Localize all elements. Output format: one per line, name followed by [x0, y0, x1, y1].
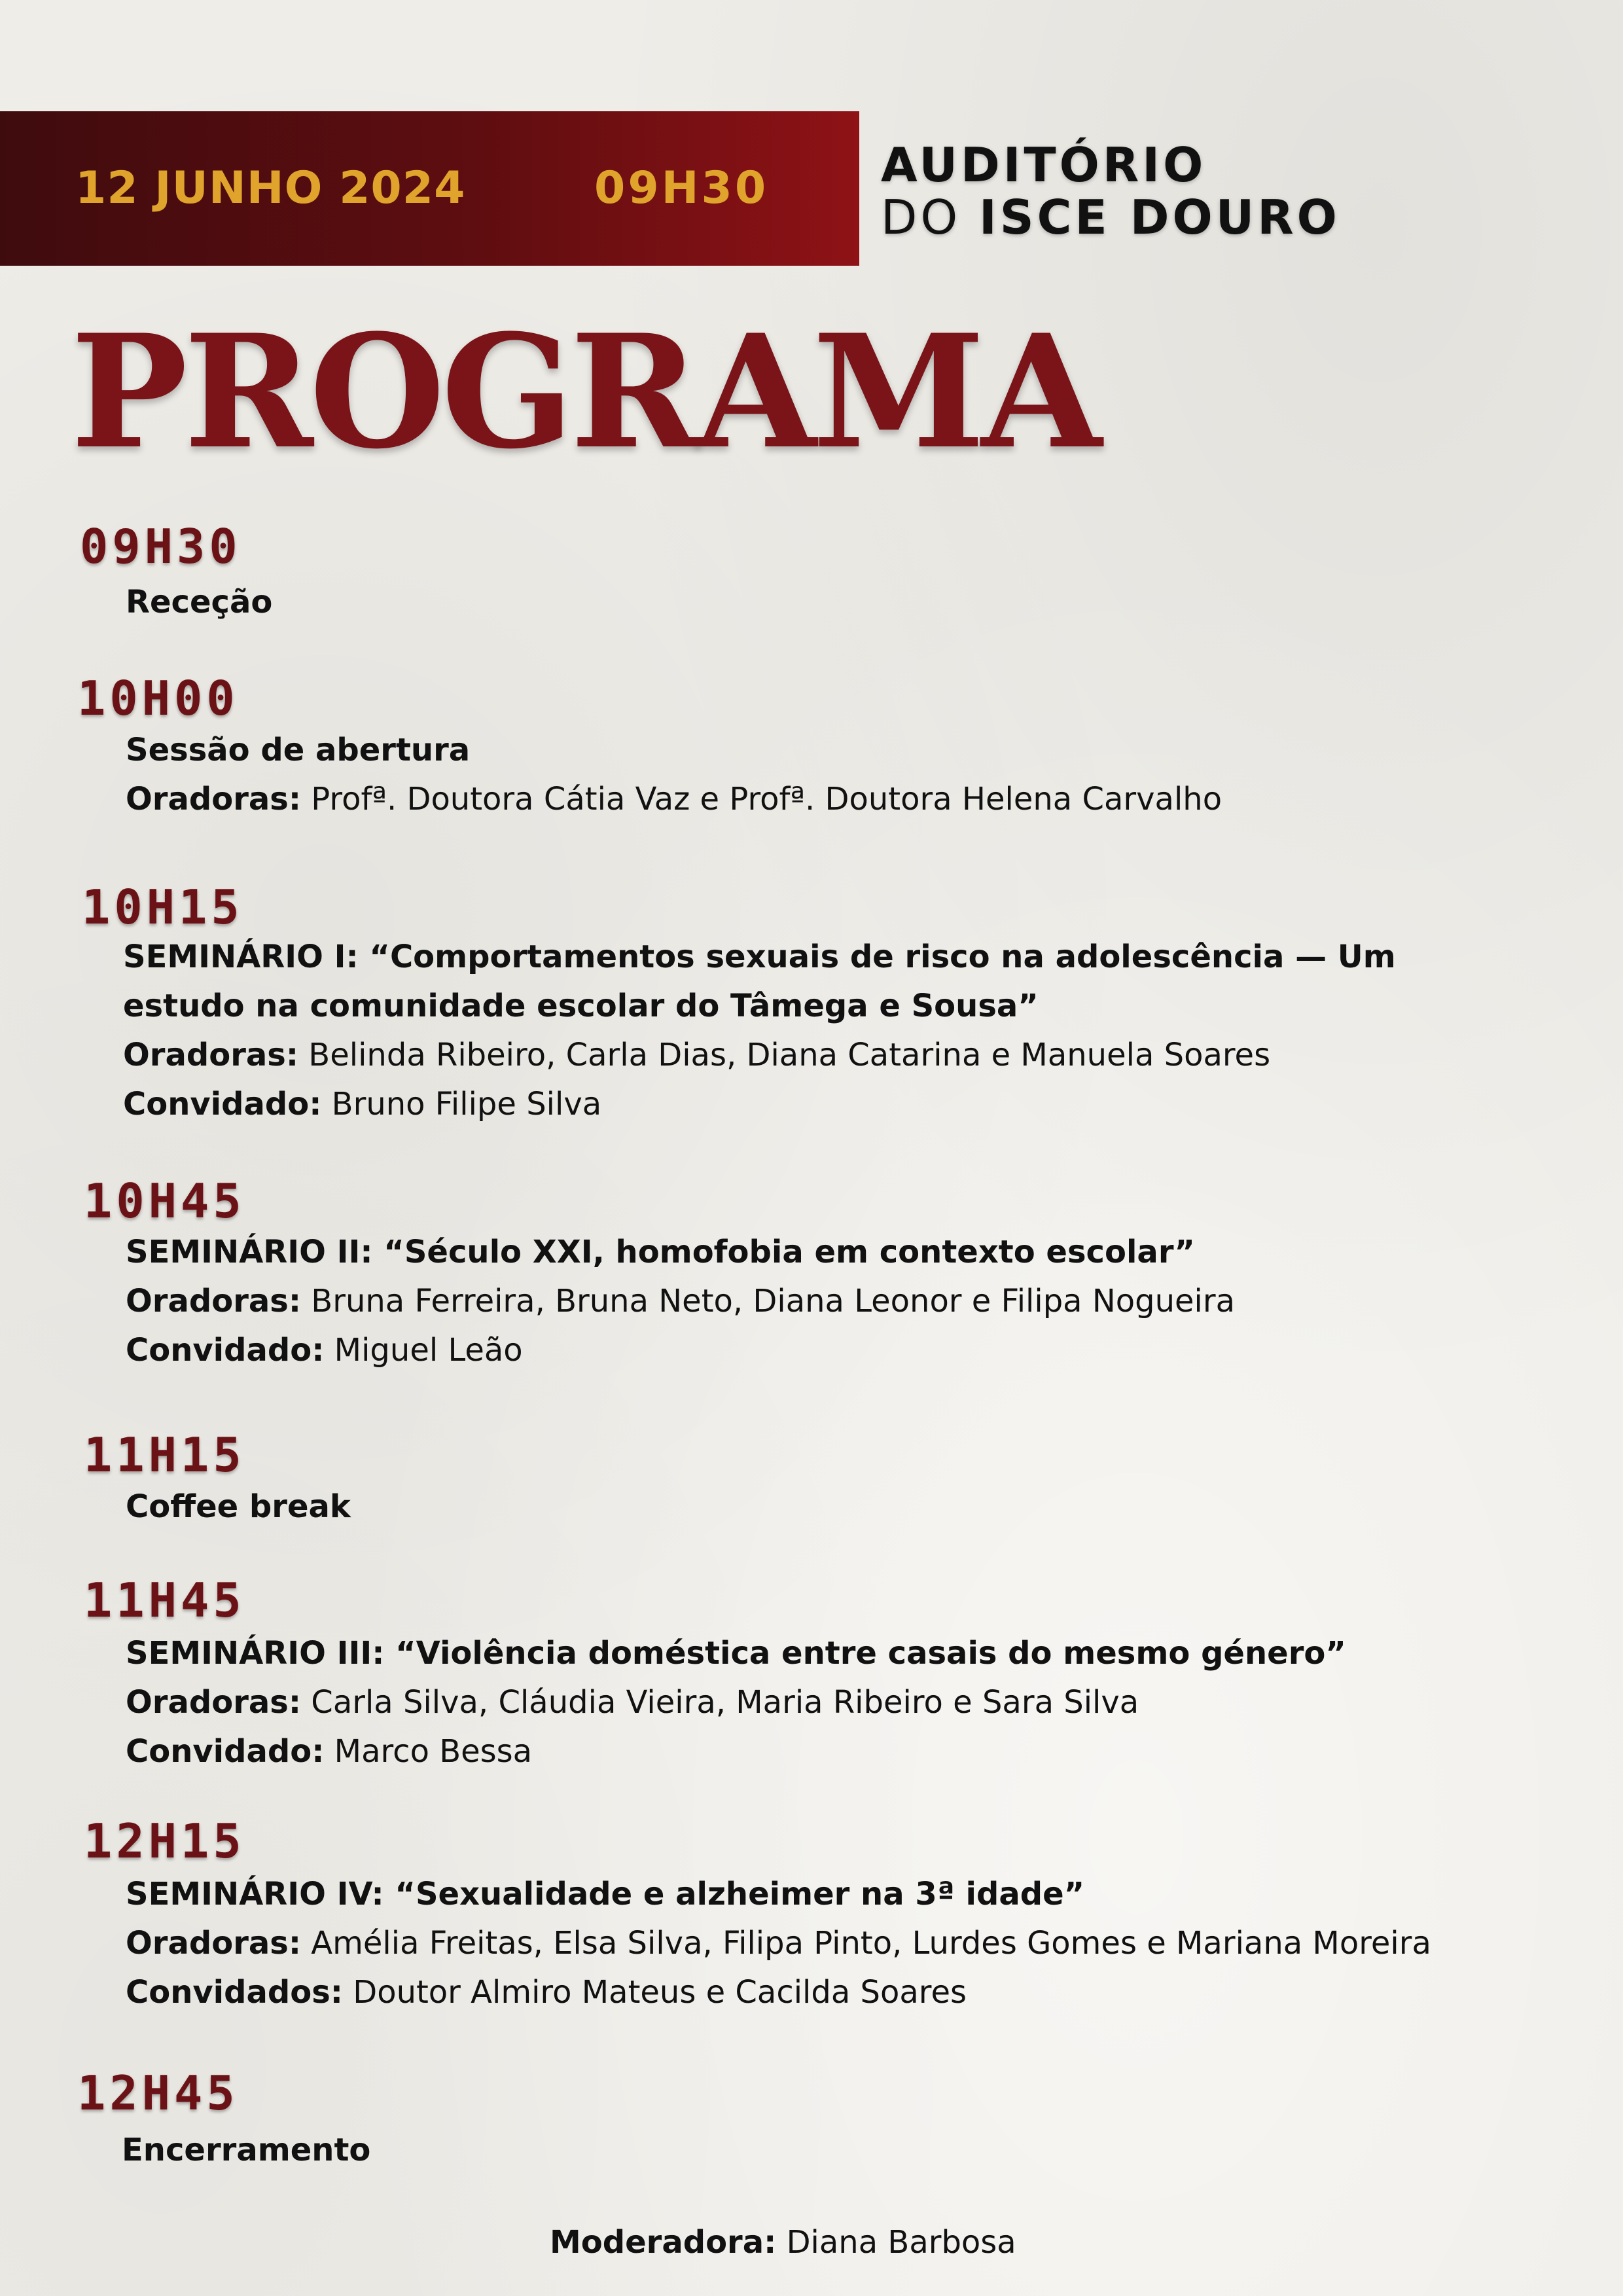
- speakers-line: [126, 780, 1222, 819]
- schedule-time: 12H45: [77, 2066, 239, 2121]
- speakers: Profª. Doutora Cátia Vaz e Profª. Doutora Helena Carvalho: [311, 781, 1222, 817]
- guest: Marco Bessa: [334, 1733, 533, 1770]
- schedule-title: Coffee break: [126, 1488, 351, 1525]
- schedule-title: Sessão de abertura: [126, 732, 471, 768]
- schedule-title: SEMINÁRIO II: “Século XXI, homofobia em contexto escolar”: [126, 1234, 1195, 1270]
- date-time-banner: [0, 111, 859, 266]
- event-time: 09H30: [594, 162, 769, 214]
- venue-name: ISCE DOURO: [979, 190, 1340, 245]
- schedule-time: 10H45: [84, 1174, 245, 1229]
- guest-line: [126, 1973, 967, 2012]
- event-date: 12 JUNHO 2024: [75, 162, 466, 214]
- speakers: Belinda Ribeiro, Carla Dias, Diana Catarina e Manuela Soares: [308, 1037, 1271, 1073]
- schedule-title: Receção: [126, 584, 273, 620]
- moderator-label: Moderadora:: [550, 2224, 777, 2261]
- speakers-label: Oradoras:: [126, 781, 302, 817]
- schedule-time: 09H30: [80, 519, 241, 574]
- guest-line: [126, 1331, 523, 1370]
- speakers-line: [123, 1035, 1270, 1075]
- speakers-line: [126, 1683, 1139, 1722]
- guest-label: Convidados:: [126, 1974, 343, 2011]
- moderator-line: [550, 2223, 1016, 2262]
- schedule-title: Encerramento: [122, 2132, 371, 2168]
- schedule-time: 10H00: [77, 671, 239, 726]
- speakers: Amélia Freitas, Elsa Silva, Filipa Pinto, Lurdes Gomes e Mariana Moreira: [311, 1925, 1431, 1962]
- guest-line: [126, 1732, 532, 1771]
- guest-label: Convidado:: [126, 1733, 325, 1770]
- guest-line: [123, 1085, 601, 1124]
- schedule-title: SEMINÁRIO III: “Violência doméstica entre casais do mesmo género”: [126, 1635, 1346, 1672]
- schedule-title: SEMINÁRIO IV: “Sexualidade e alzheimer na 3ª idade”: [126, 1876, 1085, 1912]
- venue-prefix: DO: [881, 190, 961, 245]
- schedule-time: 11H15: [84, 1427, 245, 1482]
- guest: Bruno Filipe Silva: [331, 1086, 602, 1122]
- moderator: Diana Barbosa: [786, 2224, 1016, 2261]
- schedule-title-line-1: SEMINÁRIO I: “Comportamentos sexuais de risco na adolescência — Um: [123, 939, 1396, 975]
- guest: Doutor Almiro Mateus e Cacilda Soares: [353, 1974, 967, 2011]
- speakers: Carla Silva, Cláudia Vieira, Maria Ribeiro e Sara Silva: [311, 1684, 1139, 1721]
- guest-label: Convidado:: [123, 1086, 322, 1122]
- speakers-label: Oradoras:: [126, 1925, 302, 1962]
- speakers-line: [126, 1282, 1235, 1321]
- schedule-time: 12H15: [84, 1814, 245, 1869]
- schedule-time: 10H15: [82, 880, 243, 935]
- speakers-label: Oradoras:: [126, 1283, 302, 1319]
- speakers-label: Oradoras:: [123, 1037, 299, 1073]
- guest: Miguel Leão: [334, 1332, 523, 1369]
- venue: [881, 139, 1340, 243]
- schedule-time: 11H45: [84, 1573, 245, 1628]
- speakers-line: [126, 1924, 1431, 1963]
- schedule-title-line-2: estudo na comunidade escolar do Tâmega e Sousa”: [123, 988, 1039, 1024]
- speakers: Bruna Ferreira, Bruna Neto, Diana Leonor e Filipa Nogueira: [311, 1283, 1236, 1319]
- venue-line-1: AUDITÓRIO: [881, 137, 1207, 192]
- speakers-label: Oradoras:: [126, 1684, 302, 1721]
- page-title: PROGRAMA: [71, 301, 1098, 484]
- guest-label: Convidado:: [126, 1332, 325, 1369]
